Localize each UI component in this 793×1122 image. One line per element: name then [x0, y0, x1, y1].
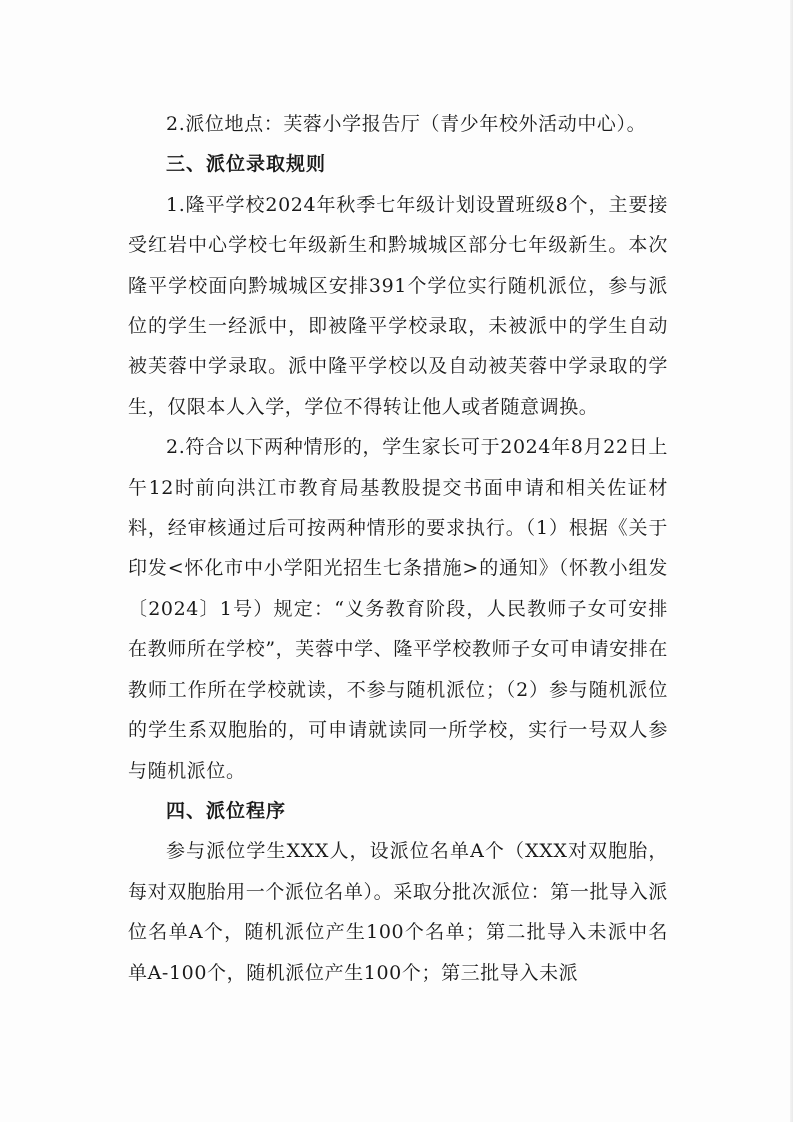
paragraph-rule-2: 2.符合以下两种情形的，学生家长可于2024年8月22日上午12时前向洪江市教育局基教股提交书面申请和相关佐证材料，经审核通过后可按两种情形的要求执行。（1）根据《关于印发<怀化市中小学阳光招生七条措施>的通知》（怀教小组发〔2024〕1号）规定：“义务教育阶段，人民教师子女可安排在教师所在学校”，芙蓉中学、隆平学校教师子女可申请安排在教师工作所在学校就读，不参与随机派位；（2）参与随机派位的学生系双胞胎的，可申请就读同一所学校，实行一号双人参与随机派位。 — [128, 436, 668, 782]
section-heading-procedure: 四、派位程序 — [166, 799, 287, 822]
paragraph-procedure: 参与派位学生XXX人，设派位名单A个（XXX对双胞胎，每对双胞胎用一个派位名单）。采取分批次派位：第一批导入派位名单A个，随机派位产生100个名单；第二批导入未派中名单A-100个，随机派位产生100个；第三批导入未派 — [128, 840, 668, 984]
section-heading-admission-rules: 三、派位录取规则 — [166, 153, 327, 176]
paragraph-rule-1: 1.隆平学校2024年秋季七年级计划设置班级8个，主要接受红岩中心学校七年级新生和黔城城区部分七年级新生。本次隆平学校面向黔城城区安排391个学位实行随机派位，参与派位的学生一经派中，即被隆平学校录取，未被派中的学生自动被芙蓉中学录取。派中隆平学校以及自动被芙蓉中学录取的学生，仅限本人入学，学位不得转让他人或者随意调换。 — [128, 193, 668, 418]
paragraph-location: 2.派位地点：芙蓉小学报告厅（青少年校外活动中心）。 — [166, 113, 647, 135]
document-body — [128, 104, 668, 993]
